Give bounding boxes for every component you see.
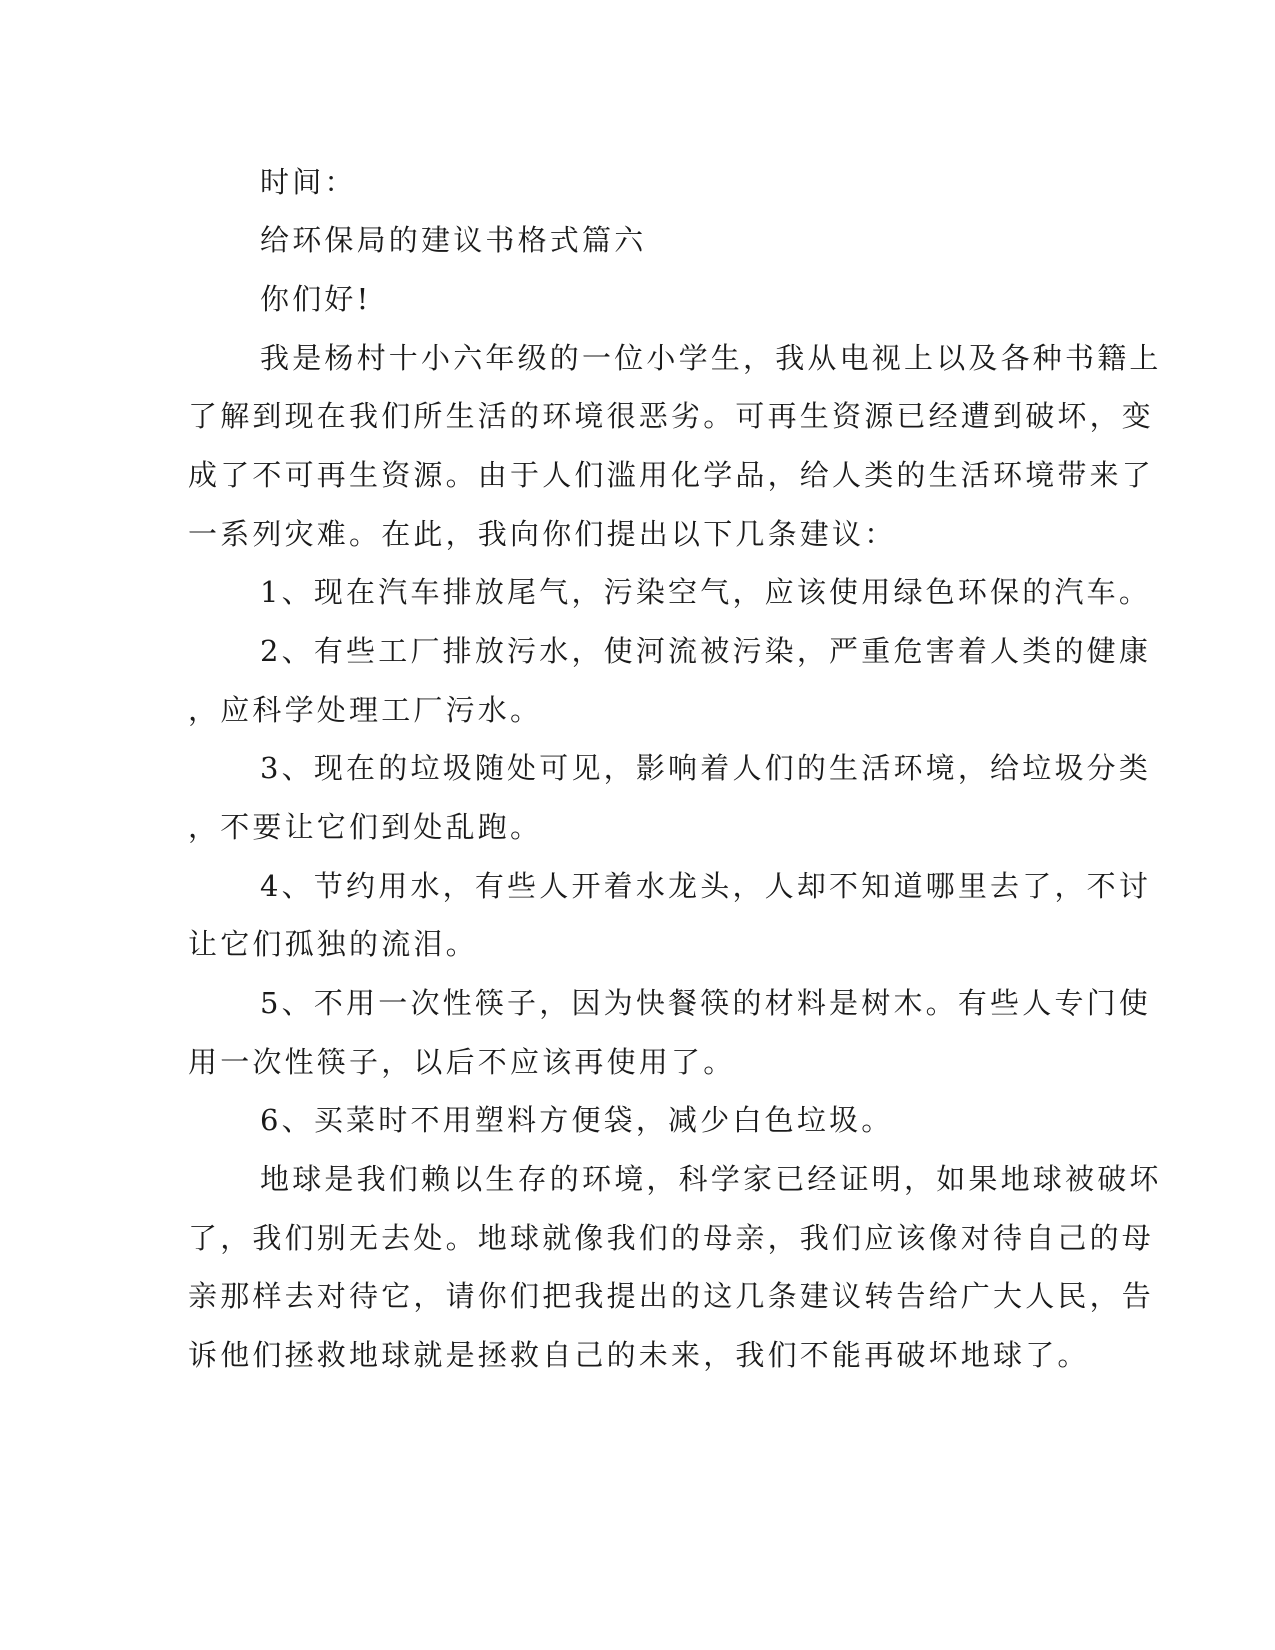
paragraph-line: 亲那样去对待它，请你们把我提出的这几条建议转告给广大人民，告: [188, 1279, 1155, 1313]
paragraph-line: 地球是我们赖以生存的环境，科学家已经证明，如果地球被破坏: [260, 1162, 1162, 1196]
suggestion-item-continued: ，不要让它们到处乱跑。: [188, 810, 543, 844]
paragraph-line: 了解到现在我们所生活的环境很恶劣。可再生资源已经遭到破坏，变: [188, 399, 1155, 433]
paragraph-line: 了，我们别无去处。地球就像我们的母亲，我们应该像对待自己的母: [188, 1221, 1155, 1255]
salutation: 你们好!: [260, 282, 372, 316]
suggestion-item: 2、有些工厂排放污水，使河流被污染，严重危害着人类的健康: [260, 634, 1152, 668]
paragraph-line: 成了不可再生资源。由于人们滥用化学品，给人类的生活环境带来了: [188, 458, 1155, 492]
suggestion-item: 6、买菜时不用塑料方便袋，减少白色垃圾。: [260, 1103, 894, 1137]
paragraph-line: 一系列灾难。在此，我向你们提出以下几条建议：: [188, 517, 897, 551]
paragraph-line: 诉他们拯救地球就是拯救自己的未来，我们不能再破坏地球了。: [188, 1338, 1090, 1372]
paragraph-line: 我是杨村十小六年级的一位小学生，我从电视上以及各种书籍上: [260, 341, 1162, 375]
suggestion-item: 1、现在汽车排放尾气，污染空气，应该使用绿色环保的汽车。: [260, 575, 1152, 609]
time-label: 时间：: [260, 165, 357, 199]
suggestion-item: 3、现在的垃圾随处可见，影响着人们的生活环境，给垃圾分类: [260, 751, 1152, 785]
suggestion-item-continued: 让它们孤独的流泪。: [188, 927, 478, 961]
suggestion-item: 5、不用一次性筷子，因为快餐筷的材料是树木。有些人专门使: [260, 986, 1152, 1020]
suggestion-item-continued: 用一次性筷子，以后不应该再使用了。: [188, 1045, 736, 1079]
suggestion-item-continued: ，应科学处理工厂污水。: [188, 693, 543, 727]
suggestion-item: 4、节约用水，有些人开着水龙头，人却不知道哪里去了，不讨: [260, 869, 1152, 903]
section-title: 给环保局的建议书格式篇六: [260, 223, 647, 257]
